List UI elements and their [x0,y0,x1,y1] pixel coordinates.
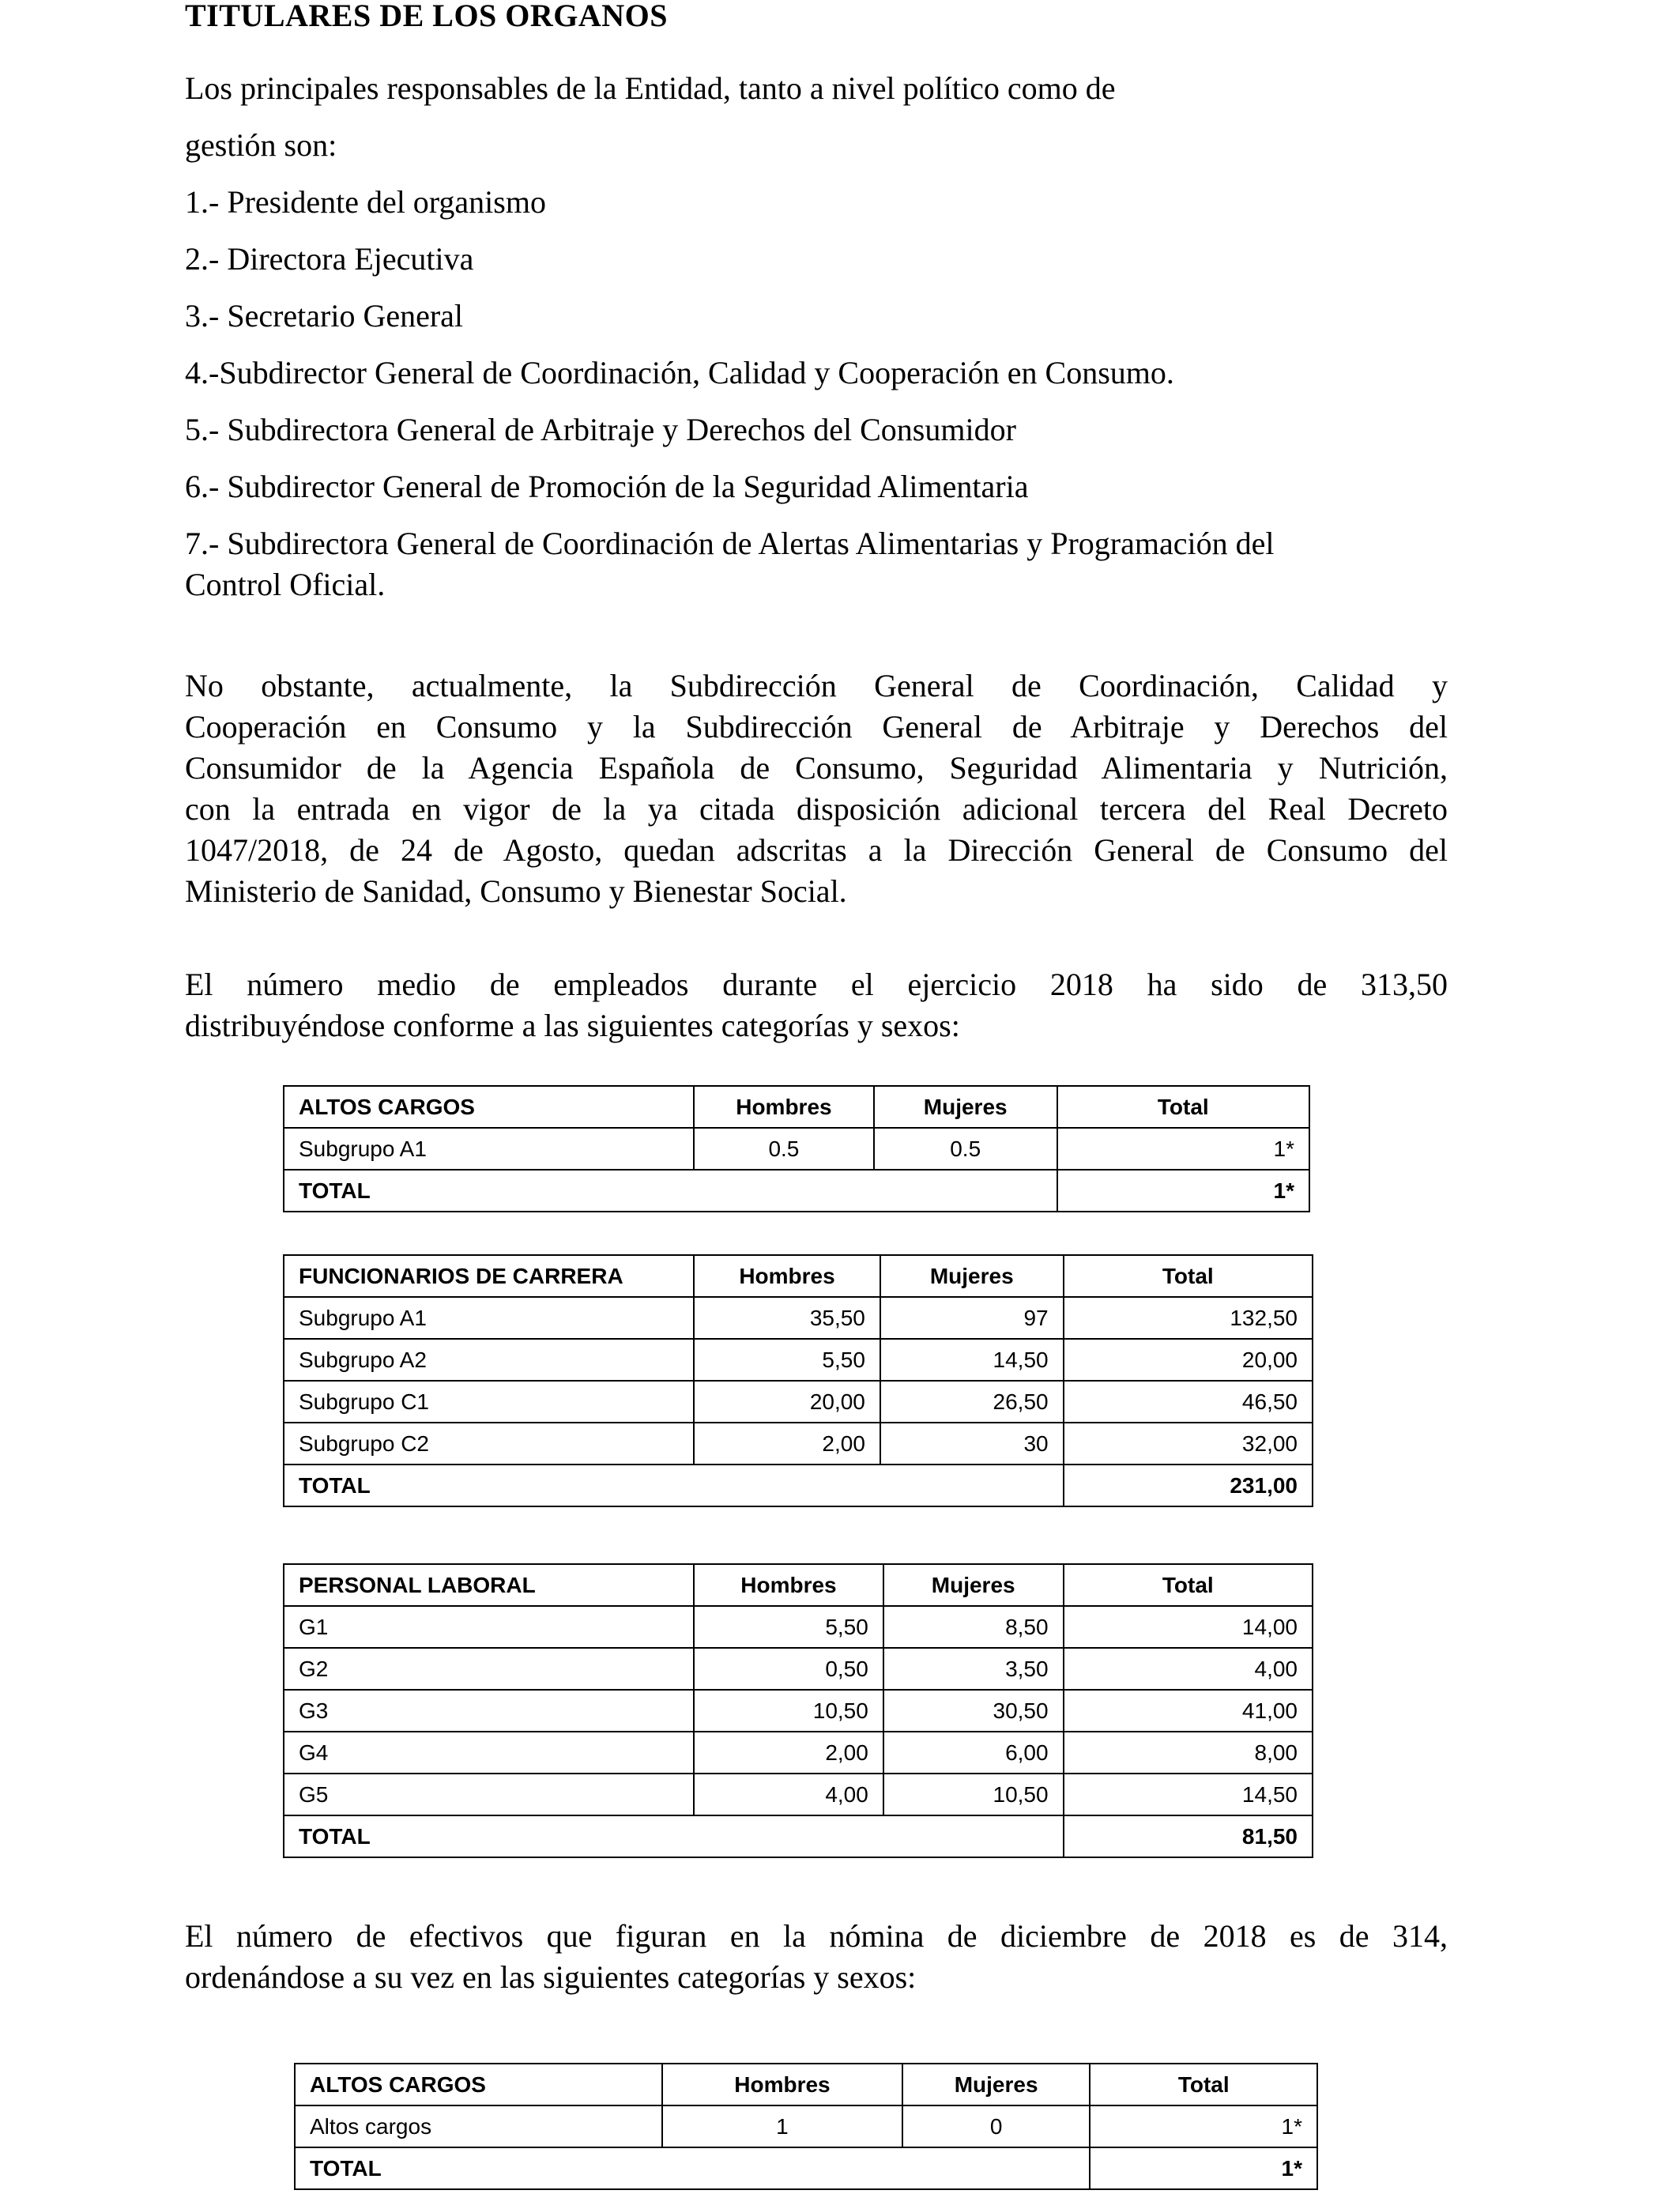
empty-cell [694,1465,880,1506]
header-cell: Total [1064,1564,1313,1606]
table-header-row [284,1564,1313,1606]
table-cell: Subgrupo C2 [284,1423,694,1465]
table-altos-cargos-medio [283,1085,1310,1212]
table-cell: Subgrupo C1 [284,1381,694,1423]
paragraph-line: 1047/2018, de 24 de Agosto, quedan adscritas a la Dirección General de Consumo del [185,832,1448,868]
table-cell: G1 [284,1606,694,1648]
header-cell: Hombres [694,1255,880,1297]
table-cell: 14,00 [1064,1606,1313,1648]
table-cell: 10,50 [694,1690,883,1732]
table-cell: 10,50 [883,1774,1064,1815]
list-item-6: 6.- Subdirector General de Promoción de la Seguridad Alimentaria [185,469,1029,504]
header-cell: Hombres [662,2064,902,2105]
table-cell: 6,00 [883,1732,1064,1774]
table-cell: 0 [902,2105,1090,2147]
paragraph-efectivos-nomina [185,1916,1448,1998]
paragraph-line: Cooperación en Consumo y la Subdirección General de Arbitraje y Derechos del [185,709,1448,745]
empty-cell [883,1815,1064,1857]
table-cell: 5,50 [694,1606,883,1648]
table-row [284,1774,1313,1815]
table-cell: 0.5 [694,1128,874,1170]
intro-line-2: gestión son: [185,127,337,163]
paragraph-adscripcion [185,665,1448,912]
table-row [284,1606,1313,1648]
list-item-4: 4.-Subdirector General de Coordinación, Calidad y Cooperación en Consumo. [185,355,1174,390]
table-cell: 46,50 [1064,1381,1313,1423]
table-personal-laboral [283,1563,1313,1858]
empty-cell [874,1170,1057,1212]
table-row [284,1732,1313,1774]
table-row [284,1381,1313,1423]
table-cell: 8,50 [883,1606,1064,1648]
table-cell: 20,00 [1064,1339,1313,1381]
table-cell: 30,50 [883,1690,1064,1732]
table-cell: 132,50 [1064,1297,1313,1339]
table-cell: 0.5 [874,1128,1057,1170]
paragraph-line: con la entrada en vigor de la ya citada disposición adicional tercera del Real Decreto [185,791,1448,827]
list-item-7: 7.- Subdirectora General de Coordinación de Alertas Alimentarias y Programación del [185,526,1275,561]
table-header-row [284,1255,1313,1297]
header-cell: Mujeres [883,1564,1064,1606]
table-cell: 1* [1057,1128,1309,1170]
table-cell: Subgrupo A2 [284,1339,694,1381]
table-row [284,1339,1313,1381]
table-cell: 35,50 [694,1297,880,1339]
paragraph-empleados-medio [185,964,1448,1046]
table-cell: G2 [284,1648,694,1690]
empty-cell [694,1170,874,1212]
list-item-3: 3.- Secretario General [185,298,464,334]
total-value: 1* [1090,2147,1317,2189]
header-cell: FUNCIONARIOS DE CARRERA [284,1255,694,1297]
table-cell: 26,50 [880,1381,1064,1423]
header-cell: PERSONAL LABORAL [284,1564,694,1606]
empty-cell [902,2147,1090,2189]
total-label: TOTAL [284,1815,694,1857]
table-row [284,1297,1313,1339]
empty-cell [662,2147,902,2189]
intro-line-1: Los principales responsables de la Entidad, tanto a nivel político como de [185,70,1116,106]
total-label: TOTAL [295,2147,662,2189]
table-cell: 20,00 [694,1381,880,1423]
empty-cell [694,1815,883,1857]
table-cell: 4,00 [694,1774,883,1815]
table-row [284,1690,1313,1732]
table-cell: Subgrupo A1 [284,1128,694,1170]
table-cell: 3,50 [883,1648,1064,1690]
list-item-5: 5.- Subdirectora General de Arbitraje y Derechos del Consumidor [185,412,1016,447]
header-cell: Hombres [694,1086,874,1128]
total-label: TOTAL [284,1170,694,1212]
empty-cell [880,1465,1064,1506]
table-total-row [284,1815,1313,1857]
table-cell: 8,00 [1064,1732,1313,1774]
table-cell: Subgrupo A1 [284,1297,694,1339]
table-altos-cargos-nomina [294,2063,1318,2190]
table-funcionarios-carrera [283,1254,1313,1507]
total-label: TOTAL [284,1465,694,1506]
paragraph-line: Ministerio de Sanidad, Consumo y Bienestar Social. [185,873,847,909]
header-cell: Total [1064,1255,1313,1297]
table-cell: 97 [880,1297,1064,1339]
header-cell: Mujeres [902,2064,1090,2105]
table-cell: 0,50 [694,1648,883,1690]
paragraph-line: No obstante, actualmente, la Subdirección General de Coordinación, Calidad y [185,668,1448,703]
table-cell: 1 [662,2105,902,2147]
table-cell: 2,00 [694,1732,883,1774]
table-cell: 5,50 [694,1339,880,1381]
table-cell: 4,00 [1064,1648,1313,1690]
table-total-row [295,2147,1317,2189]
table-header-row [284,1086,1309,1128]
table-header-row [295,2064,1317,2105]
total-value: 1* [1057,1170,1309,1212]
table-cell: 32,00 [1064,1423,1313,1465]
table-cell: 1* [1090,2105,1317,2147]
section-heading: TITULARES DE LOS ORGANOS [185,0,669,33]
paragraph-line: ordenándose a su vez en las siguientes categorías y sexos: [185,1959,917,1995]
header-cell: Mujeres [880,1255,1064,1297]
total-value: 81,50 [1064,1815,1313,1857]
paragraph-line: El número medio de empleados durante el ejercicio 2018 ha sido de 313,50 [185,967,1448,1002]
table-row [284,1128,1309,1170]
table-cell: 2,00 [694,1423,880,1465]
header-cell: Hombres [694,1564,883,1606]
list-item-1: 1.- Presidente del organismo [185,184,546,220]
table-total-row [284,1465,1313,1506]
table-cell: 30 [880,1423,1064,1465]
table-cell: G4 [284,1732,694,1774]
table-cell: 14,50 [1064,1774,1313,1815]
header-cell: ALTOS CARGOS [284,1086,694,1128]
table-row [295,2105,1317,2147]
table-cell: Altos cargos [295,2105,662,2147]
paragraph-line: distribuyéndose conforme a las siguientes categorías y sexos: [185,1008,960,1043]
table-row [284,1423,1313,1465]
header-cell: Total [1090,2064,1317,2105]
header-cell: ALTOS CARGOS [295,2064,662,2105]
table-cell: 41,00 [1064,1690,1313,1732]
table-total-row [284,1170,1309,1212]
table-cell: 14,50 [880,1339,1064,1381]
list-item-2: 2.- Directora Ejecutiva [185,241,474,277]
table-row [284,1648,1313,1690]
table-cell: G3 [284,1690,694,1732]
paragraph-line: Consumidor de la Agencia Española de Consumo, Seguridad Alimentaria y Nutrición, [185,750,1448,786]
header-cell: Total [1057,1086,1309,1128]
paragraph-line: El número de efectivos que figuran en la nómina de diciembre de 2018 es de 314, [185,1918,1448,1954]
total-value: 231,00 [1064,1465,1313,1506]
header-cell: Mujeres [874,1086,1057,1128]
table-cell: G5 [284,1774,694,1815]
list-item-7-continued: Control Oficial. [185,567,386,602]
